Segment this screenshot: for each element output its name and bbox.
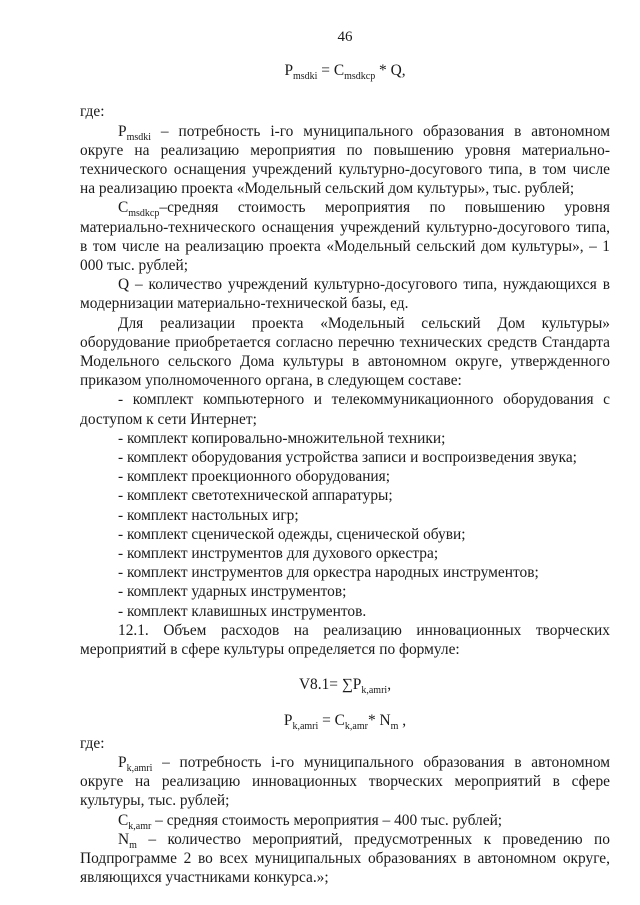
- formula-v8-1-end: ,: [387, 676, 392, 694]
- definition-p-kamri: [80, 753, 610, 811]
- where-label-2: где:: [80, 734, 105, 752]
- definition-text: – потребность i-го муниципального образования в автономном округе на реализацию инновационных творческих мероприятий в сфере культуры, тыс. рублей;: [80, 753, 610, 810]
- formula-pkamri-c-sub: k,amr: [344, 720, 368, 732]
- formula-v8-1-lhs: V8.1= ∑P: [298, 676, 362, 694]
- formula-v8-1-sub: k,amri: [361, 685, 388, 697]
- definition-c-msdkcp: [80, 198, 610, 275]
- formula-pkamri-end: ,: [398, 711, 407, 729]
- definition-text: – средняя стоимость мероприятия – 400 тыс. рублей;: [151, 811, 503, 829]
- list-item: - комплект оборудования устройства записи и воспроизведения звука;: [118, 449, 577, 467]
- definition-text: – количество мероприятий, предусмотренных к проведению по Подпрограмме 2 во всех муниципальных образованиях в автономном округе, являющихся участниками конкурса.»;: [80, 830, 610, 887]
- definition-text: –средняя стоимость мероприятия по повышению уровня материально-технического оснащения учреждений культурно-досугового типа, в том числе на реализацию проекта «Модельный сельский дом культуры», – 1 000 тыс. рублей;: [80, 199, 610, 275]
- definition-n-m: [80, 830, 610, 888]
- formula-msdk-c-sub: msdkcp: [344, 71, 376, 83]
- document-page: [80, 28, 610, 887]
- list-item: - комплект копировально-множительной техники;: [118, 429, 446, 447]
- paragraph-project-equipment: Для реализации проекта «Модельный сельский Дом культуры» оборудование приобретается согласно перечню технических средств Стандарта Модельного сельского Дома культуры в автономном округе, утвержденного приказом уполномоченного органа, в следующем составе:: [80, 314, 610, 390]
- formula-pkamri-eq: = C: [318, 711, 345, 729]
- formula-msdk-lhs: P: [284, 62, 293, 80]
- formula-msdk: [80, 61, 610, 83]
- definition-p-msdki: [80, 122, 610, 199]
- list-item: - комплект клавишных инструментов.: [118, 602, 367, 620]
- definition-symbol: C: [118, 199, 129, 217]
- definition-q: Q – количество учреждений культурно-досугового типа, нуждающихся в модернизации материально-технической базы, ед.: [80, 276, 610, 313]
- formula-msdk-eq: = C: [317, 62, 345, 80]
- formula-msdk-rhs: * Q,: [375, 62, 406, 80]
- definition-symbol-sub: k,amri: [126, 762, 153, 774]
- list-item: - комплект светотехнической аппаратуры;: [118, 487, 393, 505]
- definition-symbol-sub: m: [129, 839, 137, 851]
- list-item: - комплект компьютерного и телекоммуникационного оборудования с доступом к сети Интернет;: [80, 391, 610, 428]
- definition-symbol: P: [118, 122, 127, 140]
- definition-text: – потребность i-го муниципального образования в автономном округе на реализацию мероприятия по повышению уровня материально-технического оснащения учреждений культурно-досугового типа, в том числе на реализацию проекта «Модельный сельский дом культуры», тыс. рублей;: [80, 122, 610, 198]
- formula-pkamri-lhs: P: [283, 711, 293, 729]
- list-item: - комплект проекционного оборудования;: [118, 468, 391, 486]
- definition-symbol-sub: msdki: [126, 131, 152, 143]
- definition-symbol-sub: msdkcp: [128, 208, 160, 220]
- formula-v8-1: [80, 675, 610, 697]
- list-item: - комплект ударных инструментов;: [118, 583, 347, 601]
- formula-pkamri-lhs-sub: k,amri: [292, 720, 319, 732]
- list-item: - комплект настольных игр;: [118, 506, 299, 524]
- formula-pkamri-mid: * N: [367, 711, 391, 729]
- definition-c-kamr: [80, 811, 610, 830]
- definition-symbol-sub: k,amr: [128, 820, 152, 832]
- definition-symbol: P: [118, 753, 127, 771]
- formula-msdk-lhs-sub: msdki: [293, 71, 318, 83]
- list-item: - комплект инструментов для духового оркестра;: [118, 545, 439, 563]
- paragraph-12-1: 12.1. Объем расходов на реализацию инновационных творческих мероприятий в сфере культуры определяется по формуле:: [80, 621, 610, 659]
- definition-symbol: N: [118, 830, 130, 848]
- formula-pkamri-n-sub: m: [390, 720, 399, 732]
- list-item: - комплект сценической одежды, сценической обуви;: [118, 525, 466, 543]
- formula-pkamri: [80, 711, 610, 730]
- equipment-list: [80, 390, 610, 620]
- list-item: - комплект инструментов для оркестра народных инструментов;: [118, 564, 539, 582]
- where-label-1: где:: [80, 103, 105, 121]
- page-number: 46: [337, 29, 353, 45]
- definition-symbol: C: [118, 811, 129, 829]
